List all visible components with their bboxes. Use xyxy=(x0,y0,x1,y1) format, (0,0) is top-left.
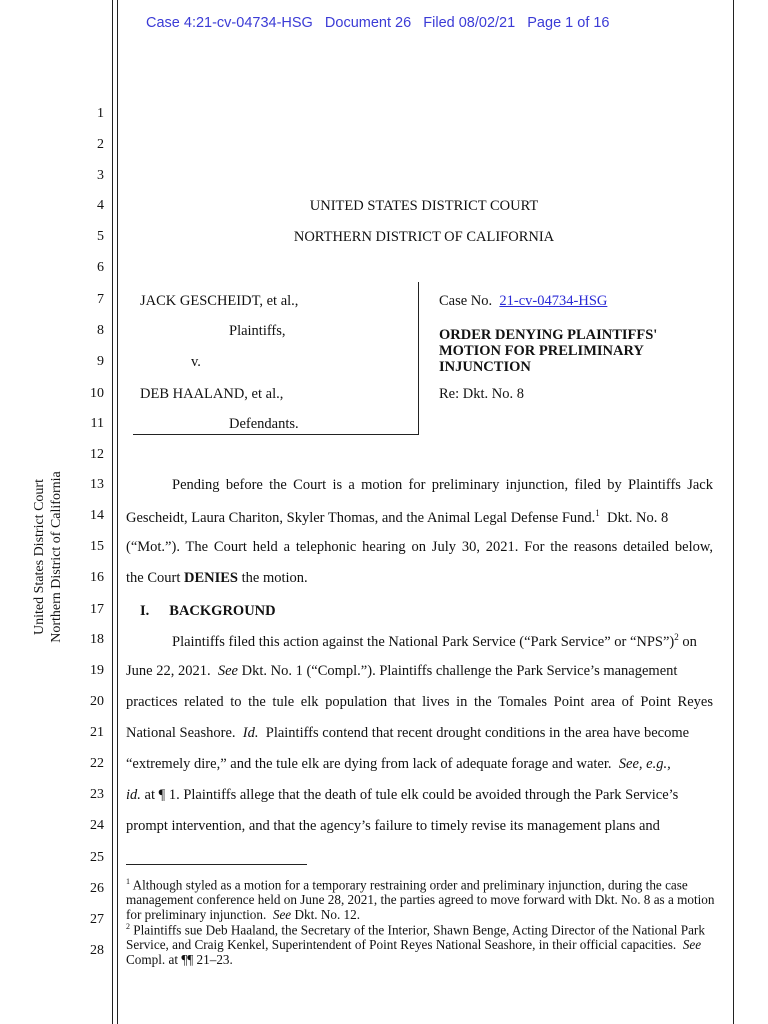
header-filed: Filed 08/02/21 xyxy=(423,15,516,31)
footnote-1-number: 1 xyxy=(126,877,130,886)
para2-line4a: National Seashore. xyxy=(126,725,236,741)
para1-line3: (“Mot.”). The Court held a telephonic hearing on July 30, 2021. For the reasons detailed below, xyxy=(126,539,713,555)
line-number: 5 xyxy=(97,229,104,244)
line-number: 9 xyxy=(97,354,104,369)
caption-versus: v. xyxy=(191,354,201,370)
para2-line2 xyxy=(126,663,677,680)
line-number: 19 xyxy=(90,663,104,678)
order-title-line-3: INJUNCTION xyxy=(439,359,531,375)
caption-defendant-role: Defendants. xyxy=(229,416,299,432)
line-number: 25 xyxy=(90,850,104,865)
para1-line1: Pending before the Court is a motion for preliminary injunction, filed by Plaintiffs Jack xyxy=(172,477,713,493)
para1-line4 xyxy=(126,570,308,587)
line-number: 24 xyxy=(90,818,104,833)
header-page: Page 1 of 16 xyxy=(527,15,610,31)
line-number: 22 xyxy=(90,756,104,771)
line-number: 26 xyxy=(90,881,104,896)
left-margin-rule-outer xyxy=(112,0,113,1024)
case-no-label: Case No. xyxy=(439,293,493,309)
para2-line3: practices related to the tule elk population that lives in the Tomales Point area of Point Reyes xyxy=(126,694,713,710)
footnote-2-text: Plaintiffs sue Deb Haaland, the Secretary of the Interior, Shawn Benge, Acting Director of the National Park Service, and Craig Kenkel, Superintendent of Point Reyes National Seashore, in their official capacities. xyxy=(126,922,705,952)
para2-line4b: Plaintiffs contend that recent drought conditions in the area have become xyxy=(265,725,690,741)
header-case: Case 4:21-cv-04734-HSG xyxy=(146,15,313,31)
para1-line4c: the motion. xyxy=(241,570,308,586)
sidebar-court: United States District Court xyxy=(32,479,47,635)
line-number: 18 xyxy=(90,632,104,647)
court-name: UNITED STATES DISTRICT COURT xyxy=(309,198,539,214)
para2-line7: prompt intervention, and that the agency’s failure to timely revise its management plans and xyxy=(126,818,660,834)
para2-id-lower: id. xyxy=(126,787,141,803)
line-number: 15 xyxy=(90,539,104,554)
sidebar-district: Northern District of California xyxy=(49,471,64,643)
para2-line4 xyxy=(126,725,689,742)
line-number: 27 xyxy=(90,912,104,927)
caption-plaintiff-role: Plaintiffs, xyxy=(229,323,286,339)
line-number: 21 xyxy=(90,725,104,740)
para2-line5 xyxy=(126,756,671,773)
line-number: 8 xyxy=(97,323,104,338)
line-number: 12 xyxy=(90,447,104,462)
line-number: 16 xyxy=(90,570,104,585)
footnote-1-see: See xyxy=(272,906,292,922)
para2-id: Id. xyxy=(242,725,259,741)
para2-line1 xyxy=(172,632,697,651)
line-number: 4 xyxy=(97,198,104,213)
footnote-2 xyxy=(126,920,716,967)
footnote-1 xyxy=(126,875,716,922)
order-title-line-2: MOTION FOR PRELIMINARY xyxy=(439,343,644,359)
order-title xyxy=(439,327,657,375)
footnote-1-text: Although styled as a motion for a temporary restraining order and preliminary injunction, during the case management conference held on June 28, 2021, the parties agreed to move forward with Dkt. No. 8 as a motion for preliminary injunction. xyxy=(126,877,715,922)
line-number: 20 xyxy=(90,694,104,709)
line-number: 6 xyxy=(97,260,104,275)
para2-see: See xyxy=(217,663,238,679)
line-number: 17 xyxy=(90,602,104,617)
section-heading xyxy=(140,603,276,620)
caption-defendant: DEB HAALAND, et al., xyxy=(140,386,284,402)
footnote-1-tail: Dkt. No. 12. xyxy=(294,906,361,922)
line-number: 2 xyxy=(97,137,104,152)
para2-line2a: June 22, 2021. xyxy=(126,663,211,679)
footnote-separator xyxy=(126,864,307,865)
order-title-line-1: ORDER DENYING PLAINTIFFS' xyxy=(439,327,658,343)
line-number: 13 xyxy=(90,477,104,492)
ecf-header xyxy=(146,15,610,31)
para2-line6 xyxy=(126,787,678,804)
line-number: 11 xyxy=(90,416,104,431)
line-number: 23 xyxy=(90,787,104,802)
para1-line2-tail: Dkt. No. 8 xyxy=(607,509,669,526)
line-number: 3 xyxy=(97,168,104,183)
para1-line2 xyxy=(126,508,668,527)
para2-line2b: Dkt. No. 1 (“Compl.”). Plaintiffs challenge the Park Service’s management xyxy=(241,663,678,679)
case-number xyxy=(439,293,607,310)
section-number: I. xyxy=(140,603,150,619)
footnote-2-see: See xyxy=(682,936,702,952)
caption-vertical-rule xyxy=(418,282,419,435)
line-number: 1 xyxy=(97,106,104,121)
left-margin-rule-inner xyxy=(117,0,118,1024)
line-number: 14 xyxy=(90,508,104,523)
line-number: 28 xyxy=(90,943,104,958)
para2-see-eg: See, e.g., xyxy=(618,756,671,772)
para2-line5a: “extremely dire,” and the tule elk are dying from lack of adequate forage and water. xyxy=(126,756,612,772)
line-number: 7 xyxy=(97,292,104,307)
re-docket: Re: Dkt. No. 8 xyxy=(439,386,524,402)
footnote-ref-2[interactable]: 2 xyxy=(674,632,679,642)
para1-denies: DENIES xyxy=(184,570,238,586)
header-document: Document 26 xyxy=(324,15,412,31)
footnote-2-number: 2 xyxy=(126,922,130,931)
para2-line6-text: at ¶ 1. Plaintiffs allege that the death of tule elk could be avoided through the Park Service’s xyxy=(144,787,679,803)
para2-line1a: Plaintiffs filed this action against the National Park Service (“Park Service” or “NPS”) xyxy=(172,633,675,650)
right-margin-rule xyxy=(733,0,734,1024)
caption-bottom-rule xyxy=(133,434,419,435)
case-number-link[interactable]: 21-cv-04734-HSG xyxy=(499,293,608,309)
line-number: 10 xyxy=(90,386,104,401)
footnote-ref-1[interactable]: 1 xyxy=(595,508,600,518)
court-district: NORTHERN DISTRICT OF CALIFORNIA xyxy=(293,229,555,245)
para2-line1b: on xyxy=(682,633,697,650)
para1-line4a: the Court xyxy=(126,570,181,586)
caption-plaintiff: JACK GESCHEIDT, et al., xyxy=(140,293,299,309)
court-sidebar xyxy=(31,442,65,672)
section-title: BACKGROUND xyxy=(169,603,276,619)
para1-line2-text: Gescheidt, Laura Chariton, Skyler Thomas, and the Animal Legal Defense Fund. xyxy=(126,509,596,526)
footnote-2-tail: Compl. at ¶¶ 21–23. xyxy=(126,951,233,967)
